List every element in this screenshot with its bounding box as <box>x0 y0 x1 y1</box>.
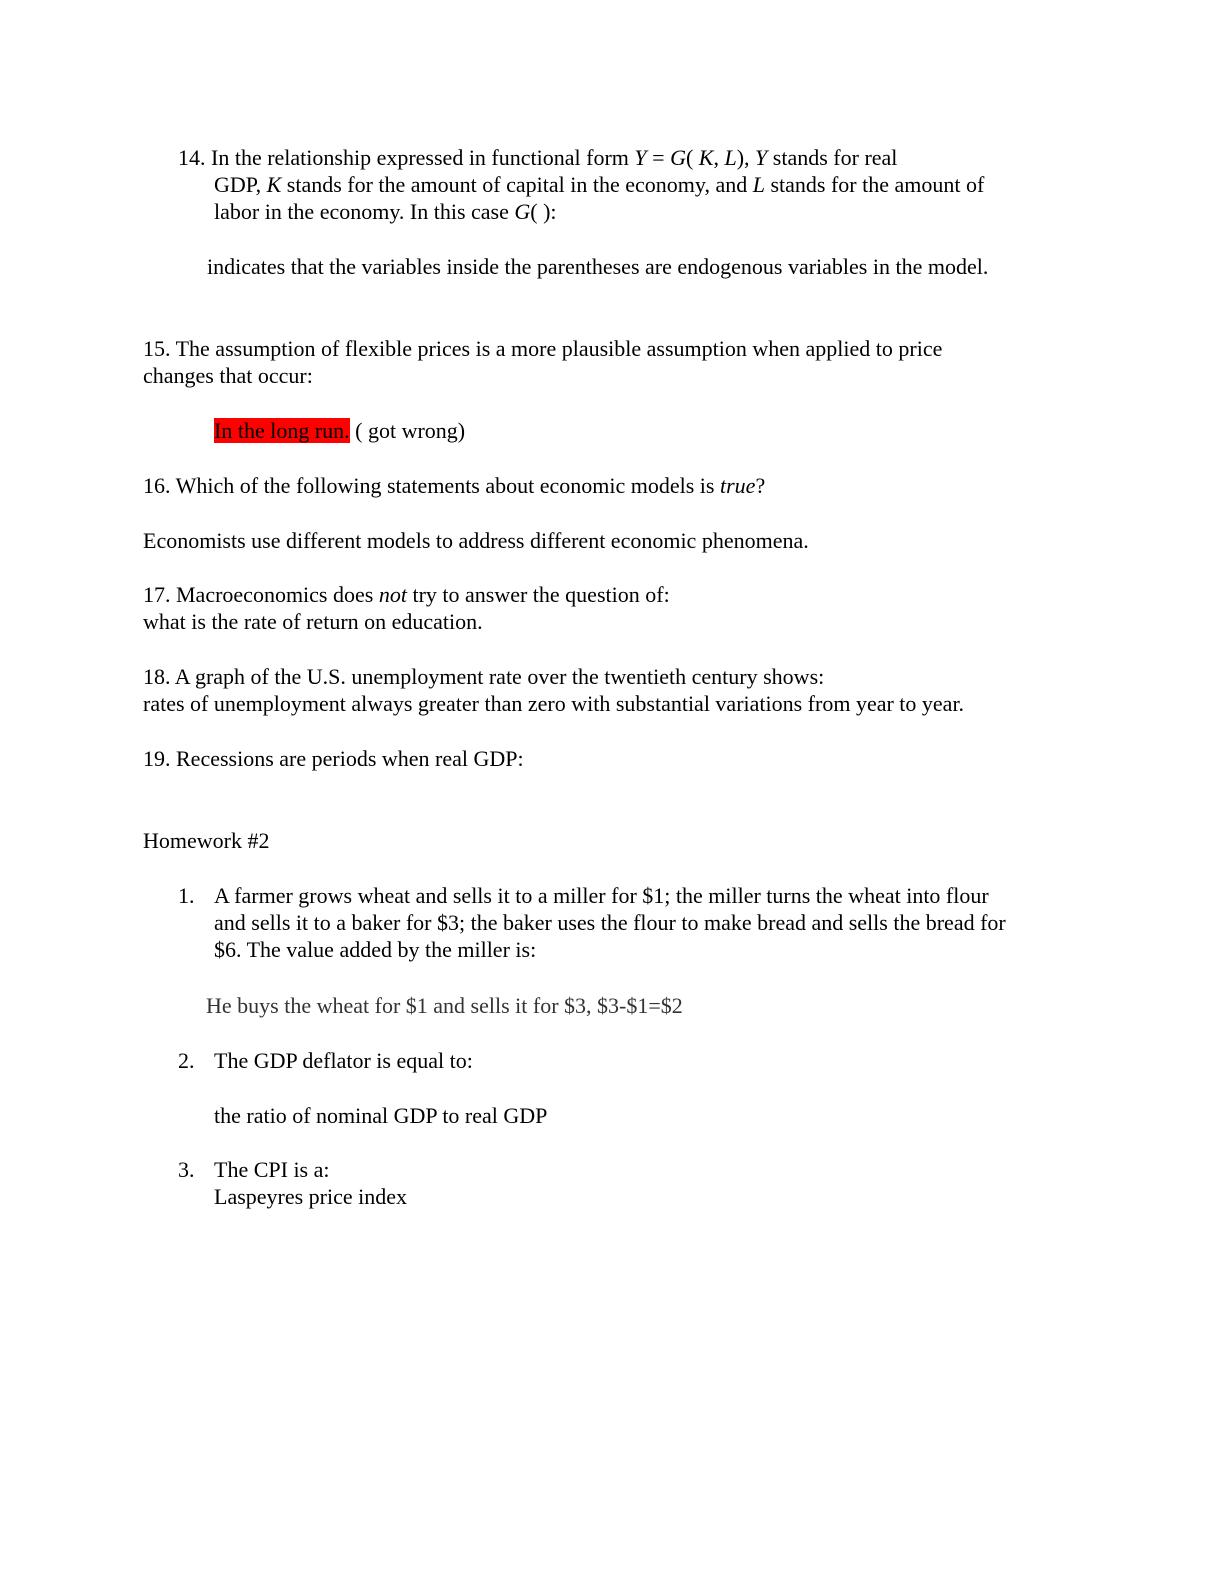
q14-line-3: labor in the economy. In this case G( ): <box>214 199 557 224</box>
hw-item-1-line-3: $6. The value added by the miller is: <box>214 937 537 962</box>
hw-item-2-line-1: The GDP deflator is equal to: <box>214 1048 473 1073</box>
q14-line-1: 14. In the relationship expressed in functional form Y = G( K, L), Y stands for real <box>178 145 898 170</box>
hw-item-1-number: 1. <box>178 883 195 908</box>
q17-question: 17. Macroeconomics does not try to answer the question of: <box>143 582 670 607</box>
q15-line-2: changes that occur: <box>143 363 313 388</box>
q18-answer: rates of unemployment always greater than zero with substantial variations from year to year. <box>143 691 965 716</box>
hw-item-1-answer: He buys the wheat for $1 and sells it for $3, $3-$1=$2 <box>206 993 683 1018</box>
hw-item-2-answer: the ratio of nominal GDP to real GDP <box>214 1103 548 1128</box>
q15-highlighted-answer: In the long run. <box>214 418 350 443</box>
hw-item-3-line-1: The CPI is a: <box>214 1157 330 1182</box>
q15-line-1: 15. The assumption of flexible prices is a more plausible assumption when applied to price <box>143 336 943 361</box>
q18-question: 18. A graph of the U.S. unemployment rate over the twentieth century shows: <box>143 664 825 689</box>
hw-item-2-number: 2. <box>178 1048 195 1073</box>
q19-question: 19. Recessions are periods when real GDP: <box>143 746 524 771</box>
hw-item-1-line-1: A farmer grows wheat and sells it to a miller for $1; the miller turns the wheat into flour <box>214 883 989 908</box>
q14-answer: indicates that the variables inside the parentheses are endogenous variables in the model. <box>207 254 989 279</box>
q17-answer: what is the rate of return on education. <box>143 609 483 634</box>
hw-item-3-number: 3. <box>178 1157 195 1182</box>
homework-title: Homework #2 <box>143 828 270 853</box>
hw-item-3-answer: Laspeyres price index <box>214 1184 408 1209</box>
q15-answer <box>214 417 465 444</box>
q16-answer: Economists use different models to address different economic phenomena. <box>143 528 809 553</box>
q16-question: 16. Which of the following statements about economic models is true? <box>143 473 766 498</box>
q14-line-2: GDP, K stands for the amount of capital in the economy, and L stands for the amount of <box>214 172 985 197</box>
q15-answer-note: ( got wrong) <box>349 418 466 443</box>
hw-item-1-line-2: and sells it to a baker for $3; the baker uses the flour to make bread and sells the bread for <box>214 910 1006 935</box>
